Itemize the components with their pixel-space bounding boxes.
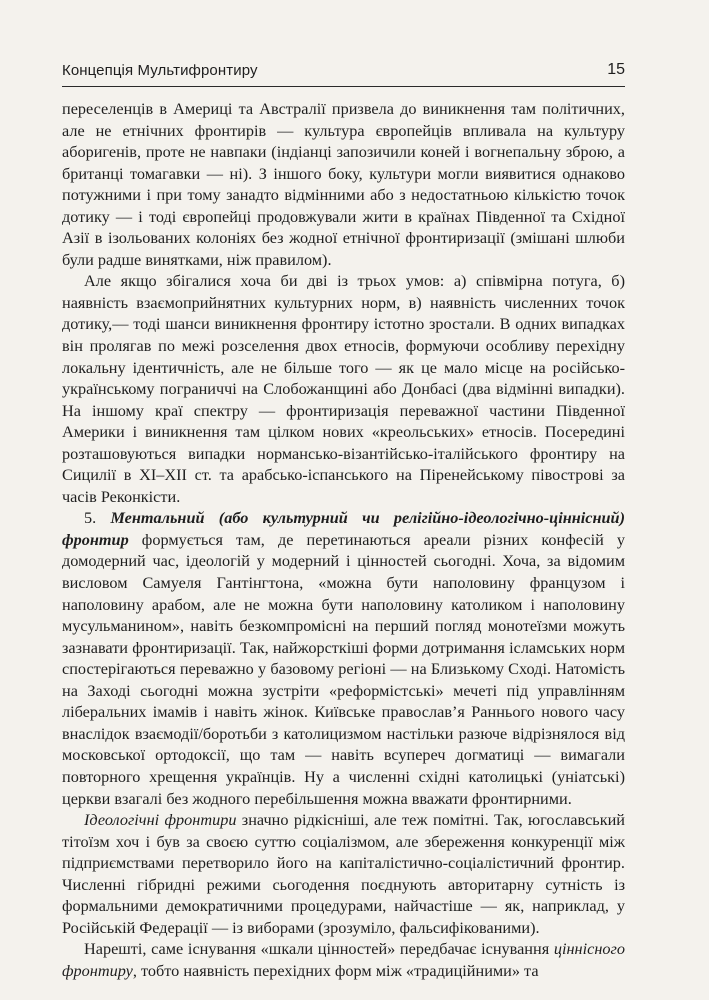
emphasis-bold-italic: Ментальний (або культурний чи релігійно-ідеологічно-ціннісний) фронтир <box>62 509 626 549</box>
text-run: Нарешті, саме існування «шкали цінностей» передбачає існування <box>84 940 554 959</box>
paragraph <box>62 939 625 982</box>
paragraph <box>62 508 625 810</box>
text-run: 5. <box>84 509 111 528</box>
paragraph <box>62 271 625 508</box>
running-head <box>62 58 625 87</box>
text-run: Але якщо збігалися хоча би дві із трьох умов: а) співмірна потуга, б) наявність взаємоприйнятних культурних норм, в) наявність численних точок дотику,— тоді шанси виникнення фронтиру істотно зростали. В одних випадках він пролягав по межі розселення двох етносів, формуючи особливу перехідну локальну ідентичність, але не більше того — як це мало місце на російсько-українському пограниччі на Слобожанщині або Донбасі (два відмінні випадки). На іншому краї спектру — фронтиризація переважної частини Південної Америки і виникнення там цілком нових «креольських» етносів. Посередині розташовуються випадки нормансько-візантійсько-італійського фронтиру на Сицилії в XI–XII ст. та арабсько-іспанського на Піренейському півострові за часів Реконкісти. <box>62 272 625 506</box>
text-run: формується там, де перетинаються ареали різних конфесій у домодерний час, ідеологій у модерний і цінностей сьогодні. Хоча, за відомим висловом Самуеля Гантінгтона, «можна бути наполовину французом і наполовину арабом, але не можна бути наполовину католиком і наполовину мусульманином», навіть безкомпромісні на перший погляд монотеїзми можуть зазнавати фронтиризації. Так, найжорсткіші форми дотримання ісламських норм спостерігаються переважно у базовому регіоні — на Близькому Сході. Натомість на Заході сьогодні можна зустріти «реформістські» мечеті під управлінням ліберальних імамів і навіть жінок. Київське православ’я Раннього нового часу внаслідок взаємодії/боротьби з католицизмом настільки разюче відрізнялося від московської ортодоксії, що там — навіть всупереч догматиці — вимагали повторного хрещення українців. Ну а численні східні католицькі (уніатські) церкви взагалі без жодного перебільшення можна вважати фронтирними. <box>62 530 625 808</box>
text-run: переселенців в Америці та Австралії призвела до виникнення там політичних, але не етнічних фронтирів — культура європейців впливала на культуру аборигенів, проте не навпаки (індіанці запозичили коней і вогнепальну зброю, а британці томагавки — ні). З іншого боку, культури могли виявитися однаково потужними і при тому занадто відмінними або з недостатньою кількістю точок дотику — і тоді європейці продовжували жити в країнах Південної та Східної Азії в ізольованих колоніях без жодної етнічної фронтиризації (змішані шлюби були радше винятками, ніж правилом). <box>62 100 625 269</box>
paragraph <box>62 99 625 271</box>
text-run: , тобто наявність перехідних форм між «традиційними» та <box>132 961 539 980</box>
emphasis-italic: ціннісного фронтиру <box>62 940 625 980</box>
text-run: значно рідкісніші, але теж помітні. Так, югославський тітоїзм хоч і був за своєю суттю соціалізмом, але збереження конкуренції між підприємствами перетворило його на капіталістично-соціалістичний фронтир. Численні гібридні режими сьогодення поєднують авторитарну сутність із формальними демократичними процедурами, найчастіше — як, наприклад, у Російській Федерації — із виборами (зрозуміло, фальсифікованими). <box>62 811 625 937</box>
running-title: Концепція Мультифронтиру <box>62 62 258 79</box>
paragraph <box>62 810 625 939</box>
page-number: 15 <box>607 61 625 78</box>
body-text <box>62 99 625 982</box>
emphasis-italic: Ідеологічні фронтири <box>84 811 237 830</box>
